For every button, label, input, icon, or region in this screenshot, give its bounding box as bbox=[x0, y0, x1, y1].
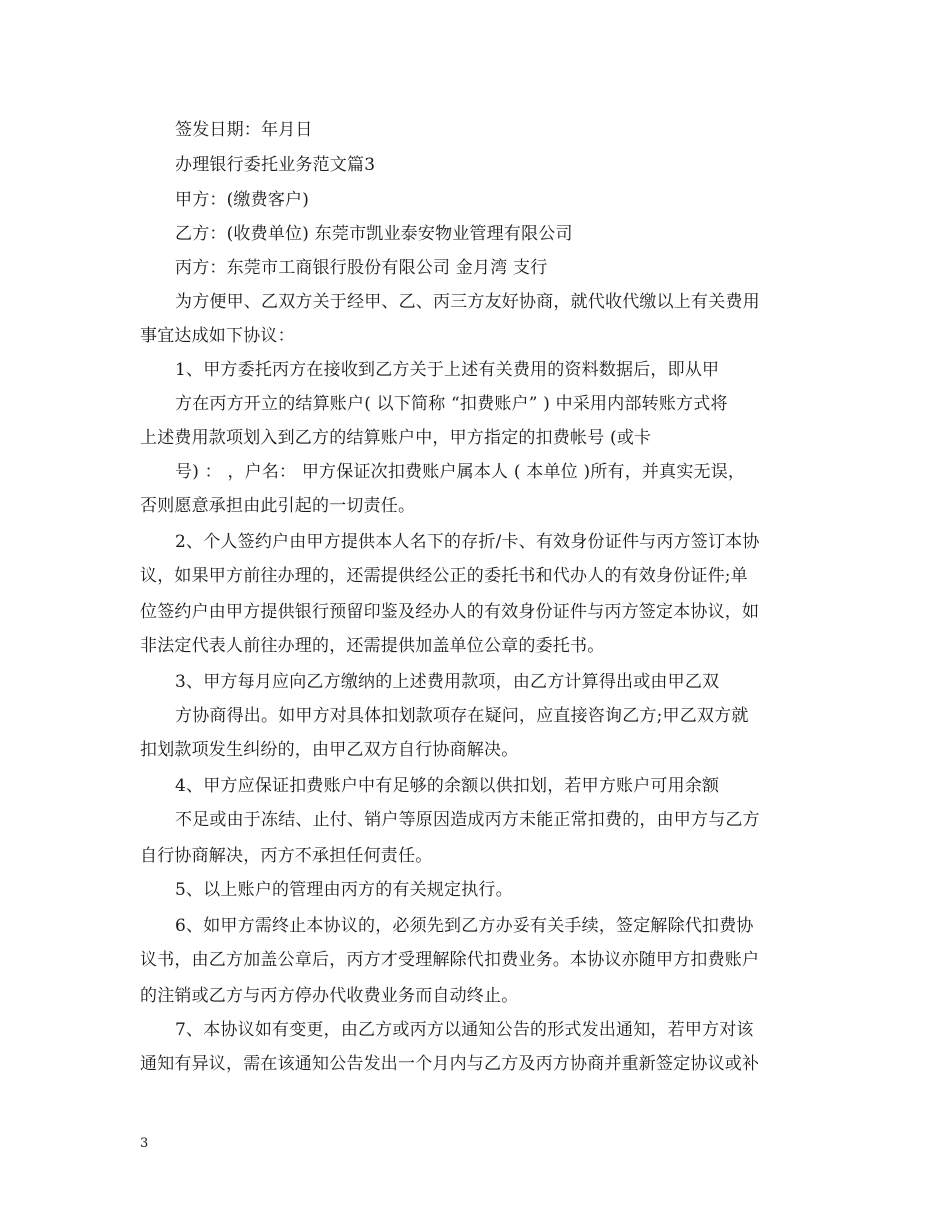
text-line-party-c: 丙方：东莞市工商银行股份有限公司 金月湾 支行 bbox=[175, 258, 548, 278]
text-line-clause-4-b: 不足或由于冻结、止付、销户等原因造成丙方未能正常扣费的，由甲方与乙方 bbox=[175, 810, 760, 830]
text-line-clause-7-a: 7、本协议如有变更，由乙方或丙方以通知公告的形式发出通知，若甲方对该 bbox=[175, 1020, 754, 1040]
text-line-clause-6-a: 6、如甲方需终止本协议的，必须先到乙方办妥有关手续，签定解除代扣费协 bbox=[175, 916, 754, 936]
text-line-clause-6-c: 的注销或乙方与丙方停办代收费业务而自动终止。 bbox=[140, 986, 519, 1006]
text-line-preamble-2: 事宜达成如下协议： bbox=[140, 326, 295, 346]
text-line-clause-3-c: 扣划款项发生纠纷的，由甲乙双方自行协商解决。 bbox=[140, 740, 519, 760]
text-line-clause-1-d: 号) ： ，户名： 甲方保证次扣费账户属本人 ( 本单位 )所有，并真实无误， bbox=[175, 462, 746, 482]
text-line-clause-1-a: 1、甲方委托丙方在接收到乙方关于上述有关费用的资料数据后，即从甲 bbox=[175, 360, 720, 380]
text-line-preamble-1: 为方便甲、乙双方关于经甲、乙、丙三方友好协商，就代收代缴以上有关费用 bbox=[175, 292, 760, 312]
text-line-clause-3-a: 3、甲方每月应向乙方缴纳的上述费用款项，由乙方计算得出或由甲乙双 bbox=[175, 672, 720, 692]
text-line-clause-2-b: 议，如果甲方前往办理的，还需提供经公正的委托书和代办人的有效身份证件;单 bbox=[140, 566, 748, 586]
text-line-clause-2-c: 位签约户由甲方提供银行预留印鉴及经办人的有效身份证件与丙方签定本协议，如 bbox=[140, 602, 760, 622]
text-line-clause-5: 5、以上账户的管理由丙方的有关规定执行。 bbox=[175, 880, 513, 900]
page-number: 3 bbox=[140, 1136, 149, 1151]
text-line-clause-2-a: 2、个人签约户由甲方提供本人名下的存折/卡、有效身份证件与丙方签订本协 bbox=[175, 532, 760, 552]
text-line-clause-1-c: 上述费用款项划入到乙方的结算账户中，甲方指定的扣费帐号 (或卡 bbox=[140, 428, 652, 448]
text-line-party-b: 乙方：(收费单位) 东莞市凯业泰安物业管理有限公司 bbox=[175, 224, 573, 244]
text-line-clause-4-c: 自行协商解决，丙方不承担任何责任。 bbox=[140, 846, 433, 866]
text-line-party-a: 甲方：(缴费客户) bbox=[175, 190, 310, 210]
text-line-clause-1-e: 否则愿意承担由此引起的一切责任。 bbox=[140, 496, 416, 516]
text-line-clause-6-b: 议书，由乙方加盖公章后，丙方才受理解除代扣费业务。本协议亦随甲方扣费账户 bbox=[140, 950, 760, 970]
text-line-clause-1-b: 方在丙方开立的结算账户( 以下简称 “扣费账户” ) 中采用内部转账方式将 bbox=[175, 394, 728, 414]
text-line-heading: 办理银行委托业务范文篇3 bbox=[175, 155, 376, 175]
text-line-clause-7-b: 通知有异议，需在该通知公告发出一个月内与乙方及丙方协商并重新签定协议或补 bbox=[140, 1054, 760, 1074]
text-line-issue-date: 签发日期：年月日 bbox=[175, 120, 313, 140]
text-line-clause-4-a: 4、甲方应保证扣费账户中有足够的余额以供扣划，若甲方账户可用余额 bbox=[175, 776, 720, 796]
text-line-clause-3-b: 方协商得出。如甲方对具体扣划款项存在疑问，应直接咨询乙方;甲乙双方就 bbox=[175, 706, 749, 726]
text-line-clause-2-d: 非法定代表人前往办理的，还需提供加盖单位公章的委托书。 bbox=[140, 636, 605, 656]
